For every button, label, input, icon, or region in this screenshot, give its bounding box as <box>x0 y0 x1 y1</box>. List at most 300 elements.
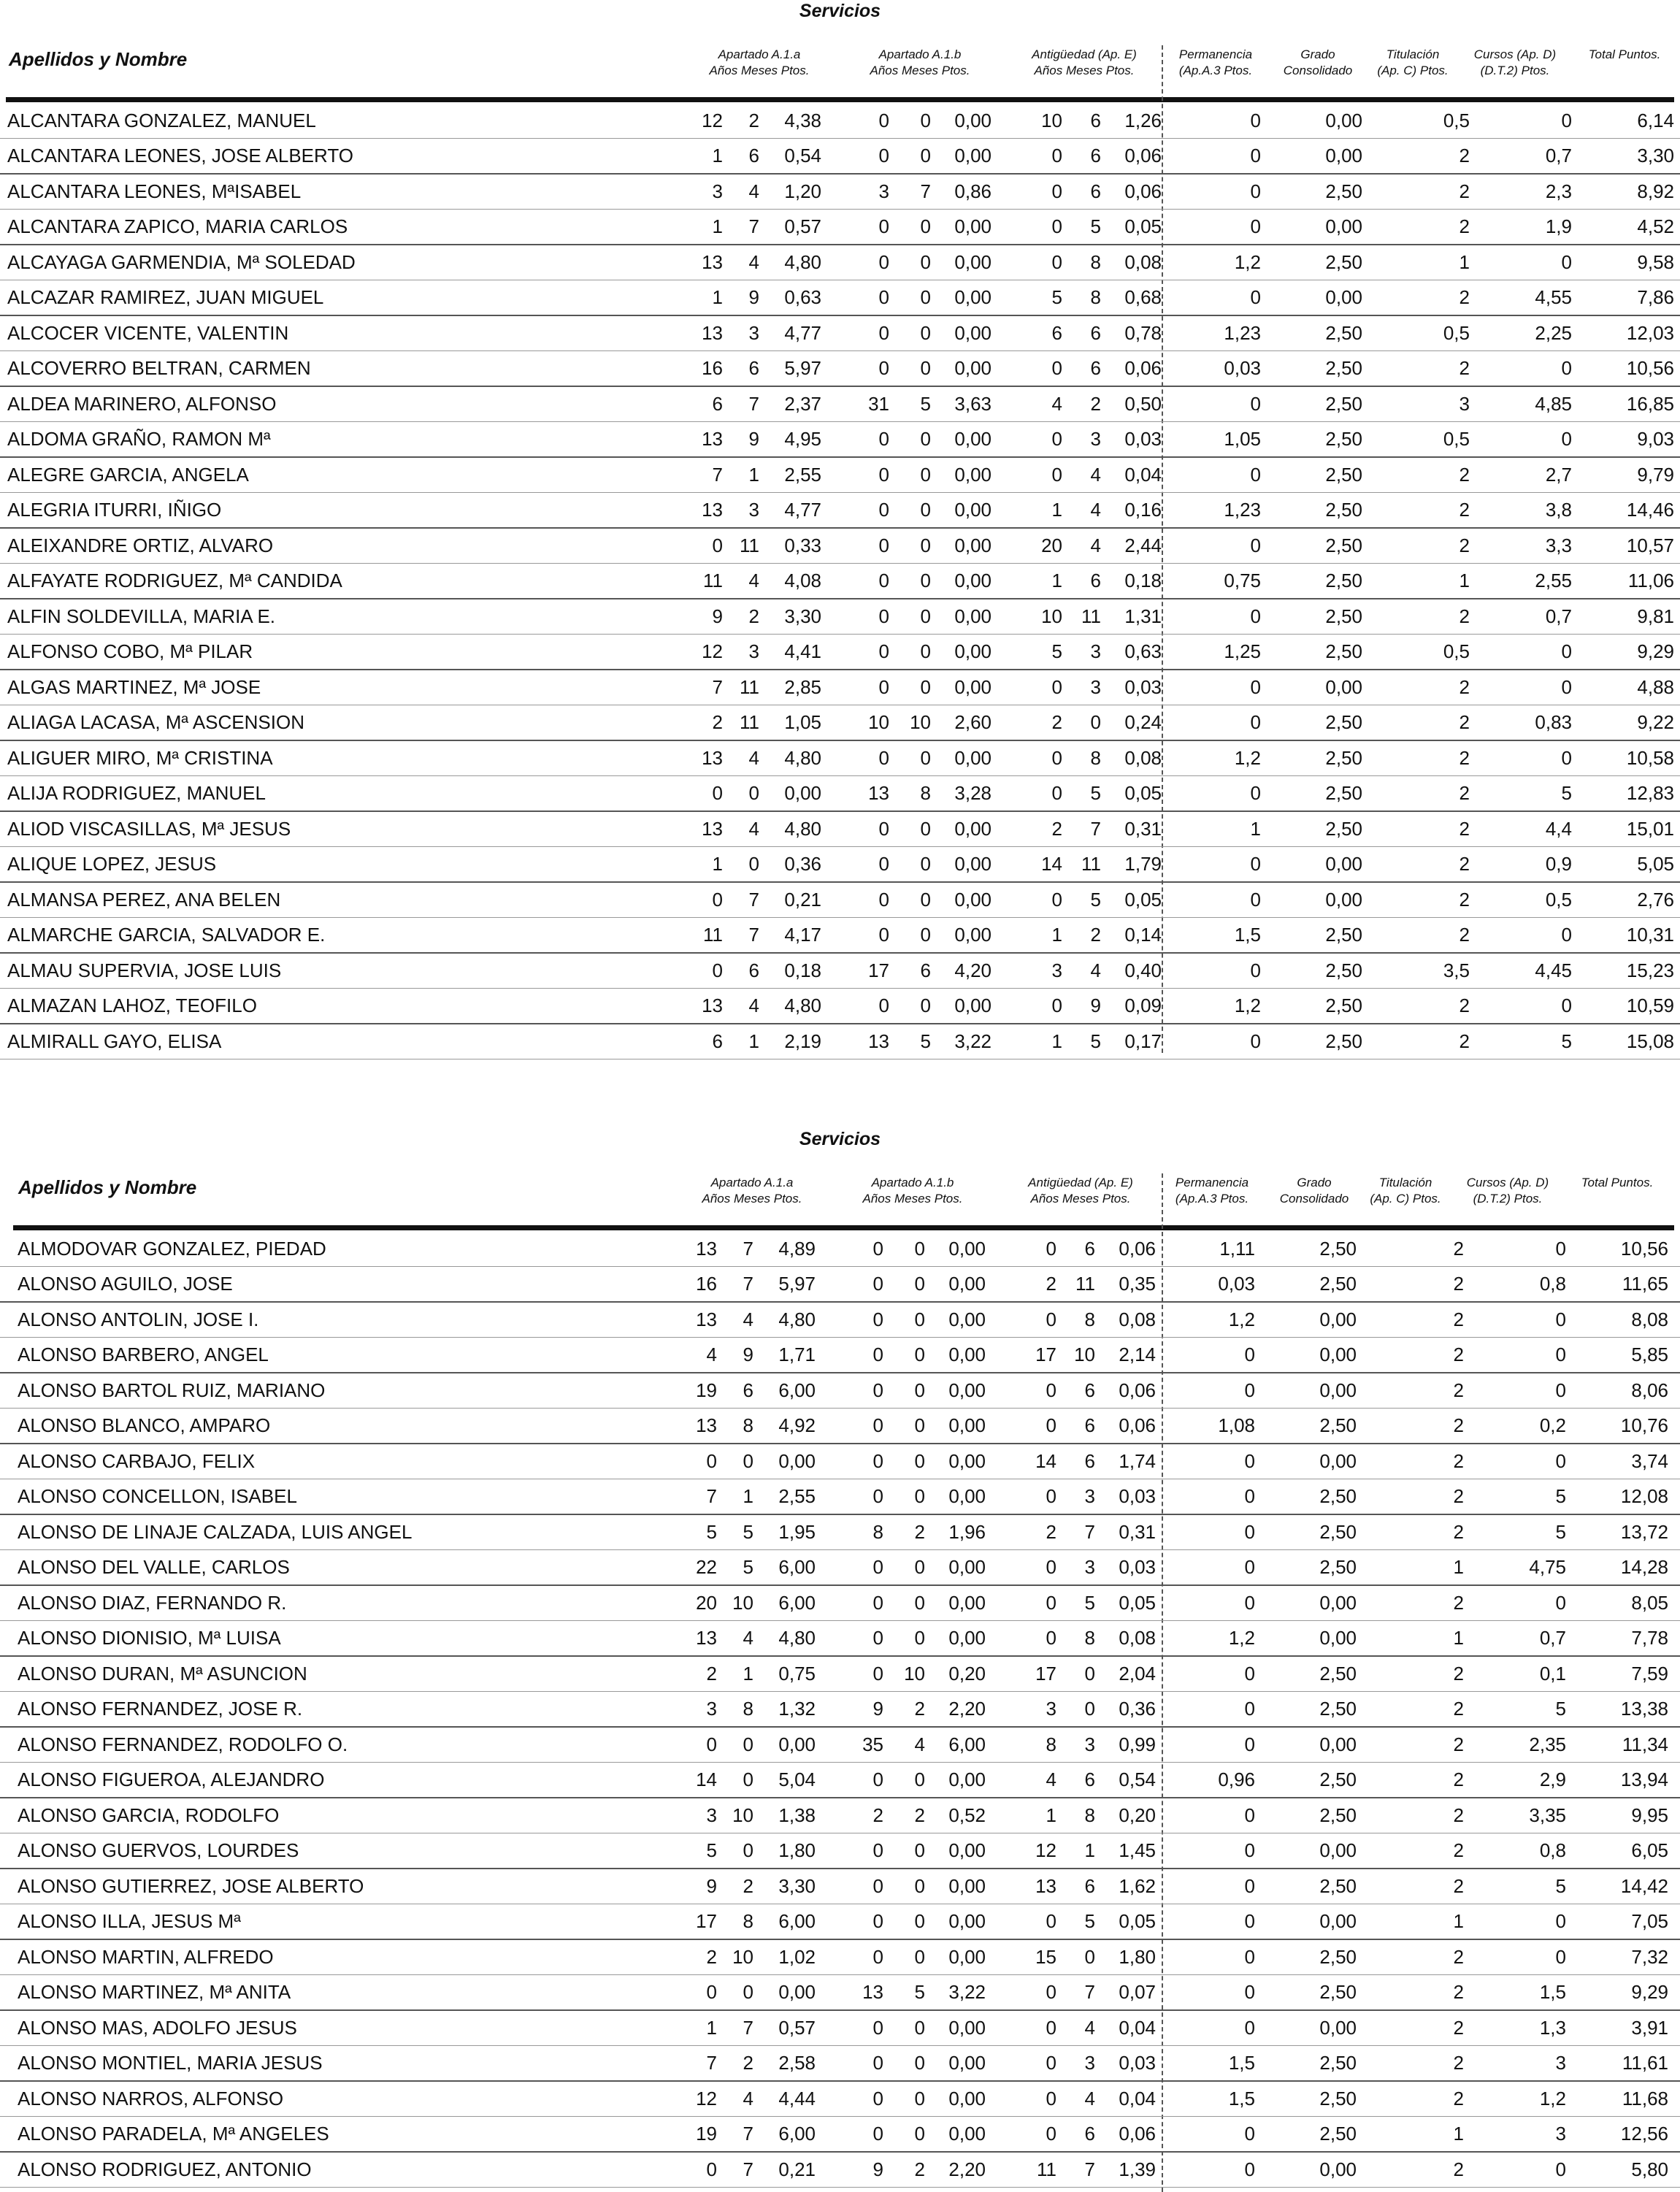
cell-a1b-meses: 0 <box>914 1839 925 1861</box>
table-row <box>0 670 1680 705</box>
cell-antig-meses: 5 <box>1084 1910 1095 1932</box>
cell-name: ALCANTARA LEONES, JOSE ALBERTO <box>7 145 353 166</box>
cell-antig-meses: 2 <box>1090 924 1101 946</box>
cell-permanencia: 0 <box>1250 959 1261 981</box>
cell-antig-ptos: 0,03 <box>1124 676 1162 698</box>
cell-name: ALGAS MARTINEZ, Mª JOSE <box>7 676 261 698</box>
cell-antig-meses: 8 <box>1090 251 1101 273</box>
cell-antig-anos: 4 <box>1051 393 1062 415</box>
cell-a1a-ptos: 0,57 <box>778 2017 816 2039</box>
cell-a1a-anos: 19 <box>696 1379 717 1401</box>
cell-a1a-ptos: 4,80 <box>784 747 821 769</box>
cell-a1a-meses: 4 <box>748 180 759 202</box>
cell-antig-ptos: 0,06 <box>1124 180 1162 202</box>
cell-a1a-meses: 5 <box>743 1521 753 1543</box>
cell-total: 8,06 <box>1631 1379 1668 1401</box>
cell-antig-ptos: 0,08 <box>1124 251 1162 273</box>
cell-name: ALONSO PARADELA, Mª ANGELES <box>18 2123 329 2145</box>
cell-a1b-meses: 2 <box>914 2158 925 2180</box>
cell-a1a-anos: 13 <box>702 251 723 273</box>
cell-antig-anos: 0 <box>1046 1592 1056 1614</box>
cell-grado: 2,50 <box>1325 640 1362 662</box>
cell-cursos: 0,83 <box>1535 711 1572 733</box>
table-header <box>0 1170 1680 1223</box>
cell-antig-ptos: 0,08 <box>1119 1308 1156 1330</box>
cell-a1a-meses: 0 <box>743 1839 753 1861</box>
cell-titulacion: 0,5 <box>1443 640 1470 662</box>
cell-antig-anos: 0 <box>1051 464 1062 486</box>
cell-total: 13,72 <box>1620 1521 1668 1543</box>
cell-name: ALIQUE LOPEZ, JESUS <box>7 853 217 875</box>
cell-titulacion: 2 <box>1453 1521 1464 1543</box>
cell-a1b-anos: 0 <box>878 818 889 840</box>
cell-a1a-meses: 6 <box>748 959 759 981</box>
cell-a1b-meses: 0 <box>914 2123 925 2145</box>
cell-a1a-anos: 0 <box>706 2158 717 2180</box>
cell-titulacion: 0,5 <box>1443 428 1470 450</box>
cell-cursos: 5 <box>1555 1521 1566 1543</box>
cell-titulacion: 2 <box>1453 1592 1464 1614</box>
cell-titulacion: 2 <box>1453 1663 1464 1685</box>
cell-titulacion: 2 <box>1453 1273 1464 1295</box>
cell-grado: 2,50 <box>1325 747 1362 769</box>
cell-a1a-anos: 0 <box>712 534 723 556</box>
cell-a1b-ptos: 0,00 <box>954 676 991 698</box>
cell-a1a-meses: 5 <box>743 1556 753 1578</box>
cell-antig-anos: 15 <box>1035 1946 1056 1968</box>
cell-a1a-anos: 5 <box>706 1839 717 1861</box>
table-row <box>0 1444 1680 1479</box>
cell-titulacion: 2 <box>1453 1238 1464 1260</box>
cell-a1b-ptos: 0,00 <box>954 110 991 131</box>
cell-a1a-anos: 17 <box>696 1910 717 1932</box>
cell-grado: 2,50 <box>1325 711 1362 733</box>
cell-antig-ptos: 0,35 <box>1119 1273 1156 1295</box>
cell-name: ALONSO BARBERO, ANGEL <box>18 1344 269 1365</box>
cell-a1a-meses: 7 <box>748 889 759 911</box>
cell-name: ALIJA RODRIGUEZ, MANUEL <box>7 782 266 804</box>
cell-a1a-ptos: 2,55 <box>778 1485 816 1507</box>
cell-name: ALMAZAN LAHOZ, TEOFILO <box>7 995 257 1016</box>
cell-total: 10,56 <box>1620 1238 1668 1260</box>
cell-antig-anos: 3 <box>1051 959 1062 981</box>
cell-a1b-meses: 0 <box>914 1238 925 1260</box>
cell-permanencia: 1,5 <box>1228 2052 1255 2074</box>
cell-a1b-ptos: 0,00 <box>948 1238 986 1260</box>
table-row <box>0 564 1680 599</box>
cell-grado: 2,50 <box>1325 322 1362 344</box>
cell-a1b-anos: 2 <box>872 1804 883 1826</box>
cell-a1b-ptos: 0,00 <box>954 534 991 556</box>
cell-antig-meses: 6 <box>1084 1238 1095 1260</box>
cell-titulacion: 2 <box>1453 1804 1464 1826</box>
cell-antig-anos: 0 <box>1046 1379 1056 1401</box>
cell-a1a-ptos: 5,04 <box>778 1768 816 1790</box>
cell-antig-anos: 0 <box>1046 2088 1056 2109</box>
cell-titulacion: 2 <box>1459 464 1470 486</box>
cell-antig-ptos: 0,08 <box>1124 747 1162 769</box>
cell-a1a-meses: 4 <box>748 251 759 273</box>
cell-a1b-meses: 5 <box>920 393 931 415</box>
header-total: Total Puntos. <box>1581 1176 1654 1189</box>
cell-name: ALONSO GARCIA, RODOLFO <box>18 1804 280 1826</box>
cell-permanencia: 0 <box>1250 393 1261 415</box>
cell-cursos: 0 <box>1561 251 1572 273</box>
cell-antig-anos: 6 <box>1051 322 1062 344</box>
cell-titulacion: 2 <box>1459 924 1470 946</box>
cell-a1b-anos: 0 <box>878 889 889 911</box>
cell-name: ALONSO DIAZ, FERNANDO R. <box>18 1592 287 1614</box>
cell-antig-meses: 8 <box>1084 1627 1095 1649</box>
cell-a1a-meses: 8 <box>743 1414 753 1436</box>
cell-a1a-anos: 16 <box>696 1273 717 1295</box>
cell-a1a-ptos: 4,41 <box>784 640 821 662</box>
table-row <box>0 2011 1680 2046</box>
cell-antig-meses: 4 <box>1090 499 1101 521</box>
cell-a1b-ptos: 0,86 <box>954 180 991 202</box>
cell-a1b-anos: 10 <box>868 711 889 733</box>
cell-antig-ptos: 0,04 <box>1119 2088 1156 2109</box>
cell-permanencia: 0 <box>1250 711 1261 733</box>
cell-a1a-anos: 12 <box>696 2088 717 2109</box>
cell-a1a-ptos: 6,00 <box>778 2123 816 2145</box>
cell-permanencia: 0 <box>1244 1804 1255 1826</box>
cell-a1b-ptos: 0,00 <box>948 1592 986 1614</box>
cell-a1b-ptos: 3,63 <box>954 393 991 415</box>
cell-antig-ptos: 0,08 <box>1119 1627 1156 1649</box>
cell-a1a-anos: 13 <box>696 1308 717 1330</box>
cell-antig-anos: 0 <box>1051 428 1062 450</box>
cell-a1b-meses: 0 <box>920 464 931 486</box>
cell-a1b-ptos: 0,00 <box>954 322 991 344</box>
cell-antig-ptos: 0,63 <box>1124 640 1162 662</box>
cell-name: ALCOCER VICENTE, VALENTIN <box>7 322 289 344</box>
cell-name: ALCANTARA GONZALEZ, MANUEL <box>7 110 316 131</box>
table-row <box>0 422 1680 458</box>
cell-cursos: 0,8 <box>1539 1839 1566 1861</box>
cell-cursos: 2,9 <box>1539 1768 1566 1790</box>
table-row <box>0 2082 1680 2117</box>
table-row <box>0 989 1680 1024</box>
cell-a1a-ptos: 1,95 <box>778 1521 816 1543</box>
cell-permanencia: 0 <box>1244 1485 1255 1507</box>
cell-permanencia: 0 <box>1244 1379 1255 1401</box>
cell-name: ALMANSA PEREZ, ANA BELEN <box>7 889 281 911</box>
cell-antig-meses: 6 <box>1084 1875 1095 1897</box>
cell-a1a-ptos: 4,77 <box>784 322 821 344</box>
header-name: Apellidos y Nombre <box>9 48 188 70</box>
cell-permanencia: 0 <box>1250 676 1261 698</box>
cell-titulacion: 1 <box>1453 1556 1464 1578</box>
cell-grado: 2,50 <box>1325 499 1362 521</box>
cell-a1a-anos: 13 <box>696 1627 717 1649</box>
cell-permanencia: 0 <box>1250 534 1261 556</box>
cell-antig-meses: 1 <box>1084 1839 1095 1861</box>
cell-titulacion: 2 <box>1453 1414 1464 1436</box>
cell-name: ALONSO ILLA, JESUS Mª <box>18 1910 241 1932</box>
cell-antig-meses: 6 <box>1084 2123 1095 2145</box>
cell-antig-ptos: 0,04 <box>1119 2017 1156 2039</box>
cell-antig-meses: 8 <box>1090 747 1101 769</box>
cell-total: 12,56 <box>1620 2123 1668 2145</box>
cell-antig-meses: 4 <box>1090 464 1101 486</box>
cell-a1a-meses: 9 <box>748 286 759 308</box>
cell-titulacion: 2 <box>1453 1875 1464 1897</box>
cell-permanencia: 0,75 <box>1224 570 1261 591</box>
cell-a1a-anos: 5 <box>706 1521 717 1543</box>
cell-grado: 0,00 <box>1325 145 1362 166</box>
cell-a1b-ptos: 0,00 <box>948 1308 986 1330</box>
cell-a1b-ptos: 0,00 <box>954 640 991 662</box>
cell-permanencia: 1,2 <box>1234 995 1261 1016</box>
cell-a1a-meses: 3 <box>748 640 759 662</box>
cell-grado: 0,00 <box>1319 1379 1357 1401</box>
table-row <box>0 387 1680 422</box>
cell-cursos: 0 <box>1555 1308 1566 1330</box>
cell-a1a-anos: 11 <box>703 924 723 946</box>
cell-grado: 2,50 <box>1319 1238 1357 1260</box>
cell-a1a-meses: 2 <box>743 2052 753 2074</box>
table-row <box>0 1657 1680 1692</box>
cell-antig-anos: 0 <box>1046 1238 1056 1260</box>
cell-a1b-anos: 0 <box>872 1379 883 1401</box>
cell-cursos: 4,4 <box>1545 818 1572 840</box>
cell-permanencia: 1,5 <box>1228 2088 1255 2109</box>
cell-a1b-anos: 0 <box>878 215 889 237</box>
cell-a1b-anos: 9 <box>872 1698 883 1720</box>
cell-a1b-ptos: 0,00 <box>954 215 991 237</box>
cell-a1b-anos: 0 <box>878 110 889 131</box>
cell-antig-anos: 2 <box>1046 1273 1056 1295</box>
cell-name: ALMODOVAR GONZALEZ, PIEDAD <box>18 1238 326 1260</box>
table-row <box>0 705 1680 741</box>
cell-a1a-meses: 7 <box>748 924 759 946</box>
cell-a1a-ptos: 0,33 <box>784 534 821 556</box>
header-grado: Grado Consolidado <box>1279 1176 1349 1206</box>
cell-grado: 2,50 <box>1319 1556 1357 1578</box>
cell-titulacion: 2 <box>1453 1450 1464 1472</box>
cell-name: ALONSO DE LINAJE CALZADA, LUIS ANGEL <box>18 1521 413 1543</box>
cell-a1a-anos: 0 <box>706 1450 717 1472</box>
table-row <box>0 918 1680 954</box>
cell-a1a-ptos: 0,21 <box>784 889 821 911</box>
cell-antig-meses: 0 <box>1090 711 1101 733</box>
header-permanencia: Permanencia (Ap.A.3 Ptos. <box>1178 47 1253 77</box>
cell-a1b-meses: 0 <box>914 1344 925 1365</box>
cell-a1a-ptos: 6,00 <box>778 1910 816 1932</box>
cell-antig-anos: 0 <box>1046 1414 1056 1436</box>
cell-grado: 2,50 <box>1325 180 1362 202</box>
cell-grado: 2,50 <box>1325 818 1362 840</box>
cell-a1a-ptos: 1,38 <box>778 1804 816 1826</box>
cell-permanencia: 0,03 <box>1218 1273 1255 1295</box>
cell-a1b-meses: 0 <box>914 1592 925 1614</box>
cell-antig-anos: 14 <box>1035 1450 1056 1472</box>
cell-antig-ptos: 0,05 <box>1119 1592 1156 1614</box>
cell-a1a-anos: 3 <box>706 1698 717 1720</box>
cell-a1b-meses: 0 <box>920 145 931 166</box>
cell-antig-ptos: 1,79 <box>1124 853 1162 875</box>
cell-a1a-anos: 3 <box>706 1804 717 1826</box>
cell-a1a-meses: 0 <box>743 1450 753 1472</box>
cell-a1b-anos: 0 <box>872 1344 883 1365</box>
cell-titulacion: 2 <box>1453 1485 1464 1507</box>
cell-a1b-ptos: 0,00 <box>948 1344 986 1365</box>
cell-antig-ptos: 0,05 <box>1124 889 1162 911</box>
cell-a1a-ptos: 6,00 <box>778 1379 816 1401</box>
cell-grado: 2,50 <box>1325 782 1362 804</box>
cell-a1b-meses: 0 <box>920 640 931 662</box>
header-grado: Grado Consolidado <box>1283 47 1353 77</box>
cell-antig-ptos: 1,74 <box>1119 1450 1156 1472</box>
cell-a1b-anos: 0 <box>878 322 889 344</box>
cell-antig-anos: 1 <box>1051 1030 1062 1052</box>
table-row <box>0 1798 1680 1833</box>
table-row <box>0 316 1680 351</box>
cell-antig-ptos: 0,78 <box>1124 322 1162 344</box>
cell-a1a-anos: 1 <box>712 215 723 237</box>
cell-titulacion: 2 <box>1459 853 1470 875</box>
cell-a1a-anos: 13 <box>702 995 723 1016</box>
cell-antig-ptos: 0,18 <box>1124 570 1162 591</box>
cell-a1b-ptos: 0,20 <box>948 1663 986 1685</box>
cell-a1a-meses: 6 <box>748 357 759 379</box>
cell-antig-ptos: 0,09 <box>1124 995 1162 1016</box>
cell-total: 10,58 <box>1626 747 1674 769</box>
cell-total: 3,30 <box>1637 145 1674 166</box>
cell-antig-anos: 0 <box>1051 180 1062 202</box>
cell-permanencia: 0 <box>1244 2123 1255 2145</box>
cell-total: 13,94 <box>1620 1768 1668 1790</box>
header-titulacion: Titulación (Ap. C) Ptos. <box>1370 1176 1441 1206</box>
cell-a1b-meses: 4 <box>914 1733 925 1755</box>
cell-cursos: 5 <box>1555 1698 1566 1720</box>
cell-antig-ptos: 0,07 <box>1119 1981 1156 2003</box>
cell-titulacion: 2 <box>1459 889 1470 911</box>
cell-cursos: 0 <box>1561 110 1572 131</box>
cell-name: ALONSO BARTOL RUIZ, MARIANO <box>18 1379 326 1401</box>
cell-titulacion: 2 <box>1459 499 1470 521</box>
cell-a1a-ptos: 0,00 <box>784 782 821 804</box>
cell-name: ALONSO DIONISIO, Mª LUISA <box>18 1627 281 1649</box>
cell-antig-ptos: 0,06 <box>1124 357 1162 379</box>
cell-name: ALONSO CARBAJO, FELIX <box>18 1450 256 1472</box>
cell-antig-anos: 0 <box>1051 747 1062 769</box>
cell-a1a-anos: 3 <box>712 180 723 202</box>
cell-titulacion: 2 <box>1459 747 1470 769</box>
cell-a1b-ptos: 0,00 <box>954 853 991 875</box>
cell-titulacion: 2 <box>1453 1768 1464 1790</box>
cell-antig-meses: 6 <box>1090 110 1101 131</box>
cell-antig-anos: 4 <box>1046 1768 1056 1790</box>
header-a1a: Apartado A.1.a Años Meses Ptos. <box>709 47 810 77</box>
cell-a1b-anos: 0 <box>872 2123 883 2145</box>
cell-a1b-meses: 10 <box>910 711 931 733</box>
cell-a1a-ptos: 4,80 <box>784 251 821 273</box>
cell-titulacion: 2 <box>1453 1839 1464 1861</box>
cell-name: ALONSO NARROS, ALFONSO <box>18 2088 284 2109</box>
cell-a1b-ptos: 0,00 <box>954 818 991 840</box>
cell-antig-ptos: 0,16 <box>1124 499 1162 521</box>
cell-antig-anos: 13 <box>1035 1875 1056 1897</box>
cell-cursos: 5 <box>1555 1485 1566 1507</box>
cell-grado: 2,50 <box>1319 1946 1357 1968</box>
table-row <box>0 2153 1680 2188</box>
cell-grado: 2,50 <box>1325 605 1362 627</box>
cell-a1a-anos: 7 <box>706 2052 717 2074</box>
cell-antig-ptos: 1,31 <box>1124 605 1162 627</box>
cell-titulacion: 2 <box>1453 1698 1464 1720</box>
cell-grado: 0,00 <box>1319 1910 1357 1932</box>
cell-a1b-meses: 0 <box>920 889 931 911</box>
cell-permanencia: 0 <box>1250 1030 1261 1052</box>
cell-grado: 2,50 <box>1319 1804 1357 1826</box>
cell-a1a-meses: 1 <box>748 1030 759 1052</box>
cell-antig-ptos: 0,06 <box>1119 1238 1156 1260</box>
cell-a1b-ptos: 0,00 <box>948 1768 986 1790</box>
cell-a1b-anos: 0 <box>872 1839 883 1861</box>
cell-name: ALONSO FIGUEROA, ALEJANDRO <box>18 1768 325 1790</box>
cell-a1a-meses: 3 <box>748 322 759 344</box>
cell-titulacion: 0,5 <box>1443 110 1470 131</box>
cell-a1a-ptos: 4,44 <box>778 2088 816 2109</box>
table-row <box>0 1338 1680 1373</box>
cell-a1a-meses: 7 <box>743 1273 753 1295</box>
cell-grado: 2,50 <box>1319 1521 1357 1543</box>
cell-a1b-ptos: 0,00 <box>954 924 991 946</box>
cell-permanencia: 0 <box>1244 1839 1255 1861</box>
header-cursos: Cursos (Ap. D) (D.T.2) Ptos. <box>1466 1176 1549 1206</box>
cell-a1b-meses: 2 <box>914 1698 925 1720</box>
cell-titulacion: 2 <box>1459 180 1470 202</box>
cell-antig-meses: 5 <box>1090 889 1101 911</box>
cell-antig-anos: 0 <box>1046 2052 1056 2074</box>
cell-a1a-meses: 0 <box>748 782 759 804</box>
cell-antig-anos: 10 <box>1041 110 1062 131</box>
cell-titulacion: 2 <box>1459 215 1470 237</box>
cell-grado: 0,00 <box>1319 1308 1357 1330</box>
cell-titulacion: 2 <box>1459 286 1470 308</box>
cell-a1b-meses: 0 <box>920 251 931 273</box>
cell-titulacion: 1 <box>1459 570 1470 591</box>
cell-a1b-meses: 0 <box>914 2088 925 2109</box>
cell-name: ALONSO GUTIERREZ, JOSE ALBERTO <box>18 1875 364 1897</box>
cell-a1a-ptos: 0,18 <box>784 959 821 981</box>
cell-antig-meses: 8 <box>1090 286 1101 308</box>
header-rule <box>13 1225 1674 1230</box>
cell-a1a-anos: 14 <box>696 1768 717 1790</box>
cell-antig-anos: 2 <box>1051 818 1062 840</box>
cell-name: ALCOVERRO BELTRAN, CARMEN <box>7 357 311 379</box>
cell-antig-anos: 17 <box>1035 1663 1056 1685</box>
cell-a1b-ptos: 0,00 <box>948 1450 986 1472</box>
cell-a1b-ptos: 0,00 <box>948 1910 986 1932</box>
cell-name: ALIOD VISCASILLAS, Mª JESUS <box>7 818 291 840</box>
cell-titulacion: 1 <box>1453 1627 1464 1649</box>
cell-name: ALONSO GUERVOS, LOURDES <box>18 1839 299 1861</box>
cell-permanencia: 0 <box>1244 2017 1255 2039</box>
cell-a1b-anos: 0 <box>878 747 889 769</box>
table-row <box>0 1621 1680 1657</box>
cell-grado: 2,50 <box>1319 1768 1357 1790</box>
header-total: Total Puntos. <box>1588 47 1661 61</box>
cell-a1a-ptos: 4,80 <box>784 995 821 1016</box>
cell-cursos: 2,7 <box>1545 464 1572 486</box>
cell-cursos: 0 <box>1561 357 1572 379</box>
cell-antig-anos: 8 <box>1046 1733 1056 1755</box>
cell-a1a-ptos: 4,89 <box>778 1238 816 1260</box>
cell-a1b-meses: 6 <box>920 959 931 981</box>
